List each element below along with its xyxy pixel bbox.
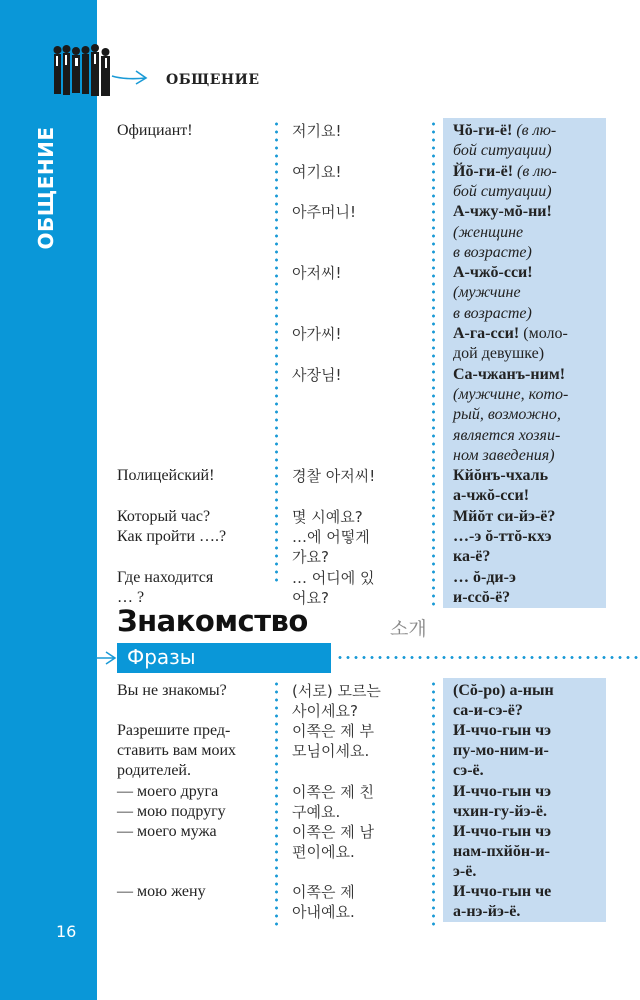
transliteration-line — [453, 681, 554, 701]
comment-text: (моло- — [519, 325, 568, 342]
transliteration-text: И-ччо-гын чэ — [453, 782, 552, 800]
transliteration-line — [453, 324, 568, 344]
running-head: ОБЩЕНИЕ — [166, 72, 260, 88]
korean-phrase: 모님이세요. — [292, 742, 370, 761]
transliteration-line — [453, 263, 533, 283]
transliteration-line — [453, 365, 565, 385]
transliteration-text: нам-пхйŏн-и- — [453, 842, 550, 860]
transliteration-text: Йŏ-ги-ё! — [453, 162, 514, 180]
subheading-bar — [117, 643, 331, 673]
korean-phrase: (서로) 모르는 — [292, 682, 381, 700]
transliteration-line — [453, 202, 552, 222]
transliteration-text: А-чжу-мŏ-ни! — [453, 203, 552, 221]
transliteration-text: А-чжŏ-сси! — [453, 264, 533, 282]
korean-phrase: 여기요! — [292, 162, 342, 181]
transliteration-text: …-э ŏ-ттŏ-кхэ — [453, 528, 552, 545]
transliteration-line — [453, 466, 548, 486]
korean-phrase: 어요? — [292, 588, 329, 607]
comment-text: является хозяи- — [453, 426, 561, 444]
transliteration-line — [453, 761, 484, 781]
transliteration-line — [453, 802, 547, 822]
korean-phrase: 사장님! — [292, 365, 342, 384]
korean-phrase: 이쪽은 제 친 — [292, 782, 374, 801]
transliteration-text: чхин-гу-йэ-ё. — [453, 802, 547, 820]
page-number: 16 — [56, 922, 77, 941]
transliteration-line — [453, 701, 523, 721]
korean-phrase: 가요? — [292, 548, 329, 567]
transliteration-text: Са-чжанъ-ним! — [453, 365, 566, 383]
transliteration-text: А-га-сси! — [453, 325, 520, 342]
korean-phrase: 몇 시예요? — [292, 507, 363, 526]
comment-text: (в лю- — [513, 162, 557, 180]
comment-text: в возрасте) — [453, 304, 532, 322]
transliteration-text: Чŏ-ги-ё! — [453, 122, 513, 139]
comment-text: бой ситуации) — [453, 142, 552, 160]
transliteration-line — [453, 782, 551, 802]
transliteration-text: са-и-сэ-ё? — [453, 702, 523, 720]
transliteration-line — [453, 304, 532, 324]
column-divider — [275, 120, 278, 585]
russian-phrase: Как пройти ….? — [117, 528, 227, 545]
comment-text: ном заведения) — [453, 446, 555, 464]
arrow-right-icon — [110, 68, 150, 88]
transliteration-line — [453, 385, 568, 405]
korean-phrase: 아가씨! — [292, 325, 342, 343]
korean-phrase: 이쪽은 제 — [292, 883, 355, 901]
transliteration-line — [453, 882, 551, 902]
russian-phrase: Где находится — [117, 568, 214, 586]
korean-phrase: … 어디에 있 — [292, 568, 375, 587]
comment-text: (женщине — [453, 223, 524, 241]
transliteration-line — [453, 446, 555, 466]
transliteration-line — [453, 223, 523, 243]
comment-text: рый, возможно, — [453, 406, 561, 424]
russian-phrase: … ? — [117, 588, 145, 606]
transliteration-text: и-ссŏ-ё? — [453, 588, 511, 606]
comment-text: (мужчине, кото- — [453, 385, 569, 403]
transliteration-line — [453, 121, 556, 141]
transliteration-line — [453, 822, 551, 842]
comment-text: (мужчине — [453, 284, 521, 302]
russian-phrase: — моего мужа — [117, 822, 217, 840]
transliteration-line — [453, 568, 516, 588]
column-divider — [275, 680, 278, 930]
russian-phrase: — моего друга — [117, 782, 219, 800]
section-title: Знакомство — [117, 604, 308, 638]
transliteration-text: … ŏ-ди-э — [453, 568, 516, 586]
transliteration-line — [453, 588, 510, 608]
transliteration-text: сэ-ё. — [453, 762, 484, 780]
people-group-illustration — [52, 44, 114, 98]
transliteration-line — [453, 842, 550, 862]
korean-phrase: 아주머니! — [292, 203, 356, 222]
transliteration-line — [453, 243, 532, 263]
transliteration-text: И-ччо-гын чэ — [453, 822, 552, 840]
russian-phrase: Вы не знакомы? — [117, 682, 227, 699]
russian-phrase: — мою подругу — [117, 802, 226, 820]
comment-text: бой ситуации) — [453, 182, 552, 200]
korean-phrase: 아저씨! — [292, 264, 342, 283]
subheading: Фразы — [127, 645, 196, 669]
transliteration-text: Мйŏт си-йэ-ё? — [453, 507, 556, 525]
korean-phrase: 이쪽은 제 부 — [292, 722, 374, 741]
transliteration-line — [453, 862, 476, 882]
transliteration-line — [453, 507, 555, 527]
russian-phrase: Официант! — [117, 122, 193, 139]
korean-phrase: 구예요. — [292, 802, 341, 821]
russian-phrase: ставить вам моих — [117, 742, 237, 760]
section-title-korean: 소개 — [390, 618, 427, 640]
russian-phrase: Разрешите пред- — [117, 722, 231, 740]
transliteration-text: (Сŏ-ро) а-нын — [453, 682, 554, 699]
russian-phrase: Который час? — [117, 507, 211, 525]
transliteration-line — [453, 141, 552, 161]
transliteration-line — [453, 547, 490, 567]
column-divider — [432, 120, 435, 610]
russian-phrase: родителей. — [117, 762, 191, 780]
transliteration-line — [453, 721, 551, 741]
comment-text: в возрасте) — [453, 243, 532, 261]
korean-phrase: 편이에요. — [292, 842, 355, 861]
transliteration-text: а-нэ-йэ-ё. — [453, 903, 521, 921]
russian-phrase: — мою жену — [117, 883, 206, 900]
korean-phrase: 저기요! — [292, 122, 342, 140]
transliteration-text: И-ччо-гын че — [453, 883, 552, 900]
korean-phrase: 경찰 아저씨! — [292, 467, 376, 486]
transliteration-text: пу-мо-ним-и- — [453, 742, 549, 760]
sidebar-section-title: ОБЩЕНИЕ — [34, 126, 58, 250]
transliteration-line — [453, 527, 552, 547]
transliteration-line — [453, 162, 557, 182]
comment-text: (в лю- — [512, 122, 557, 139]
transliteration-line — [453, 902, 520, 922]
transliteration-line — [453, 426, 560, 446]
transliteration-line — [453, 486, 529, 506]
transliteration-text: а-чжŏ-сси! — [453, 487, 530, 505]
korean-phrase: 이쪽은 제 남 — [292, 822, 374, 841]
dotted-rule — [336, 656, 640, 659]
transliteration-text: Кйŏнъ-чхаль — [453, 467, 549, 485]
section-sidebar — [0, 0, 97, 1000]
korean-phrase: 사이세요? — [292, 702, 358, 721]
transliteration-line — [453, 344, 544, 364]
korean-phrase: …에 어떻게 — [292, 528, 370, 546]
transliteration-line — [453, 405, 561, 425]
transliteration-text: э-ё. — [453, 862, 477, 880]
comment-text: дой девушке) — [453, 345, 545, 363]
transliteration-line — [453, 182, 552, 202]
russian-phrase: Полицейский! — [117, 467, 215, 485]
transliteration-line — [453, 283, 521, 303]
transliteration-text: И-ччо-гын чэ — [453, 722, 552, 740]
transliteration-text: ка-ё? — [453, 548, 491, 566]
column-divider — [432, 680, 435, 930]
transliteration-line — [453, 741, 549, 761]
korean-phrase: 아내예요. — [292, 903, 355, 922]
